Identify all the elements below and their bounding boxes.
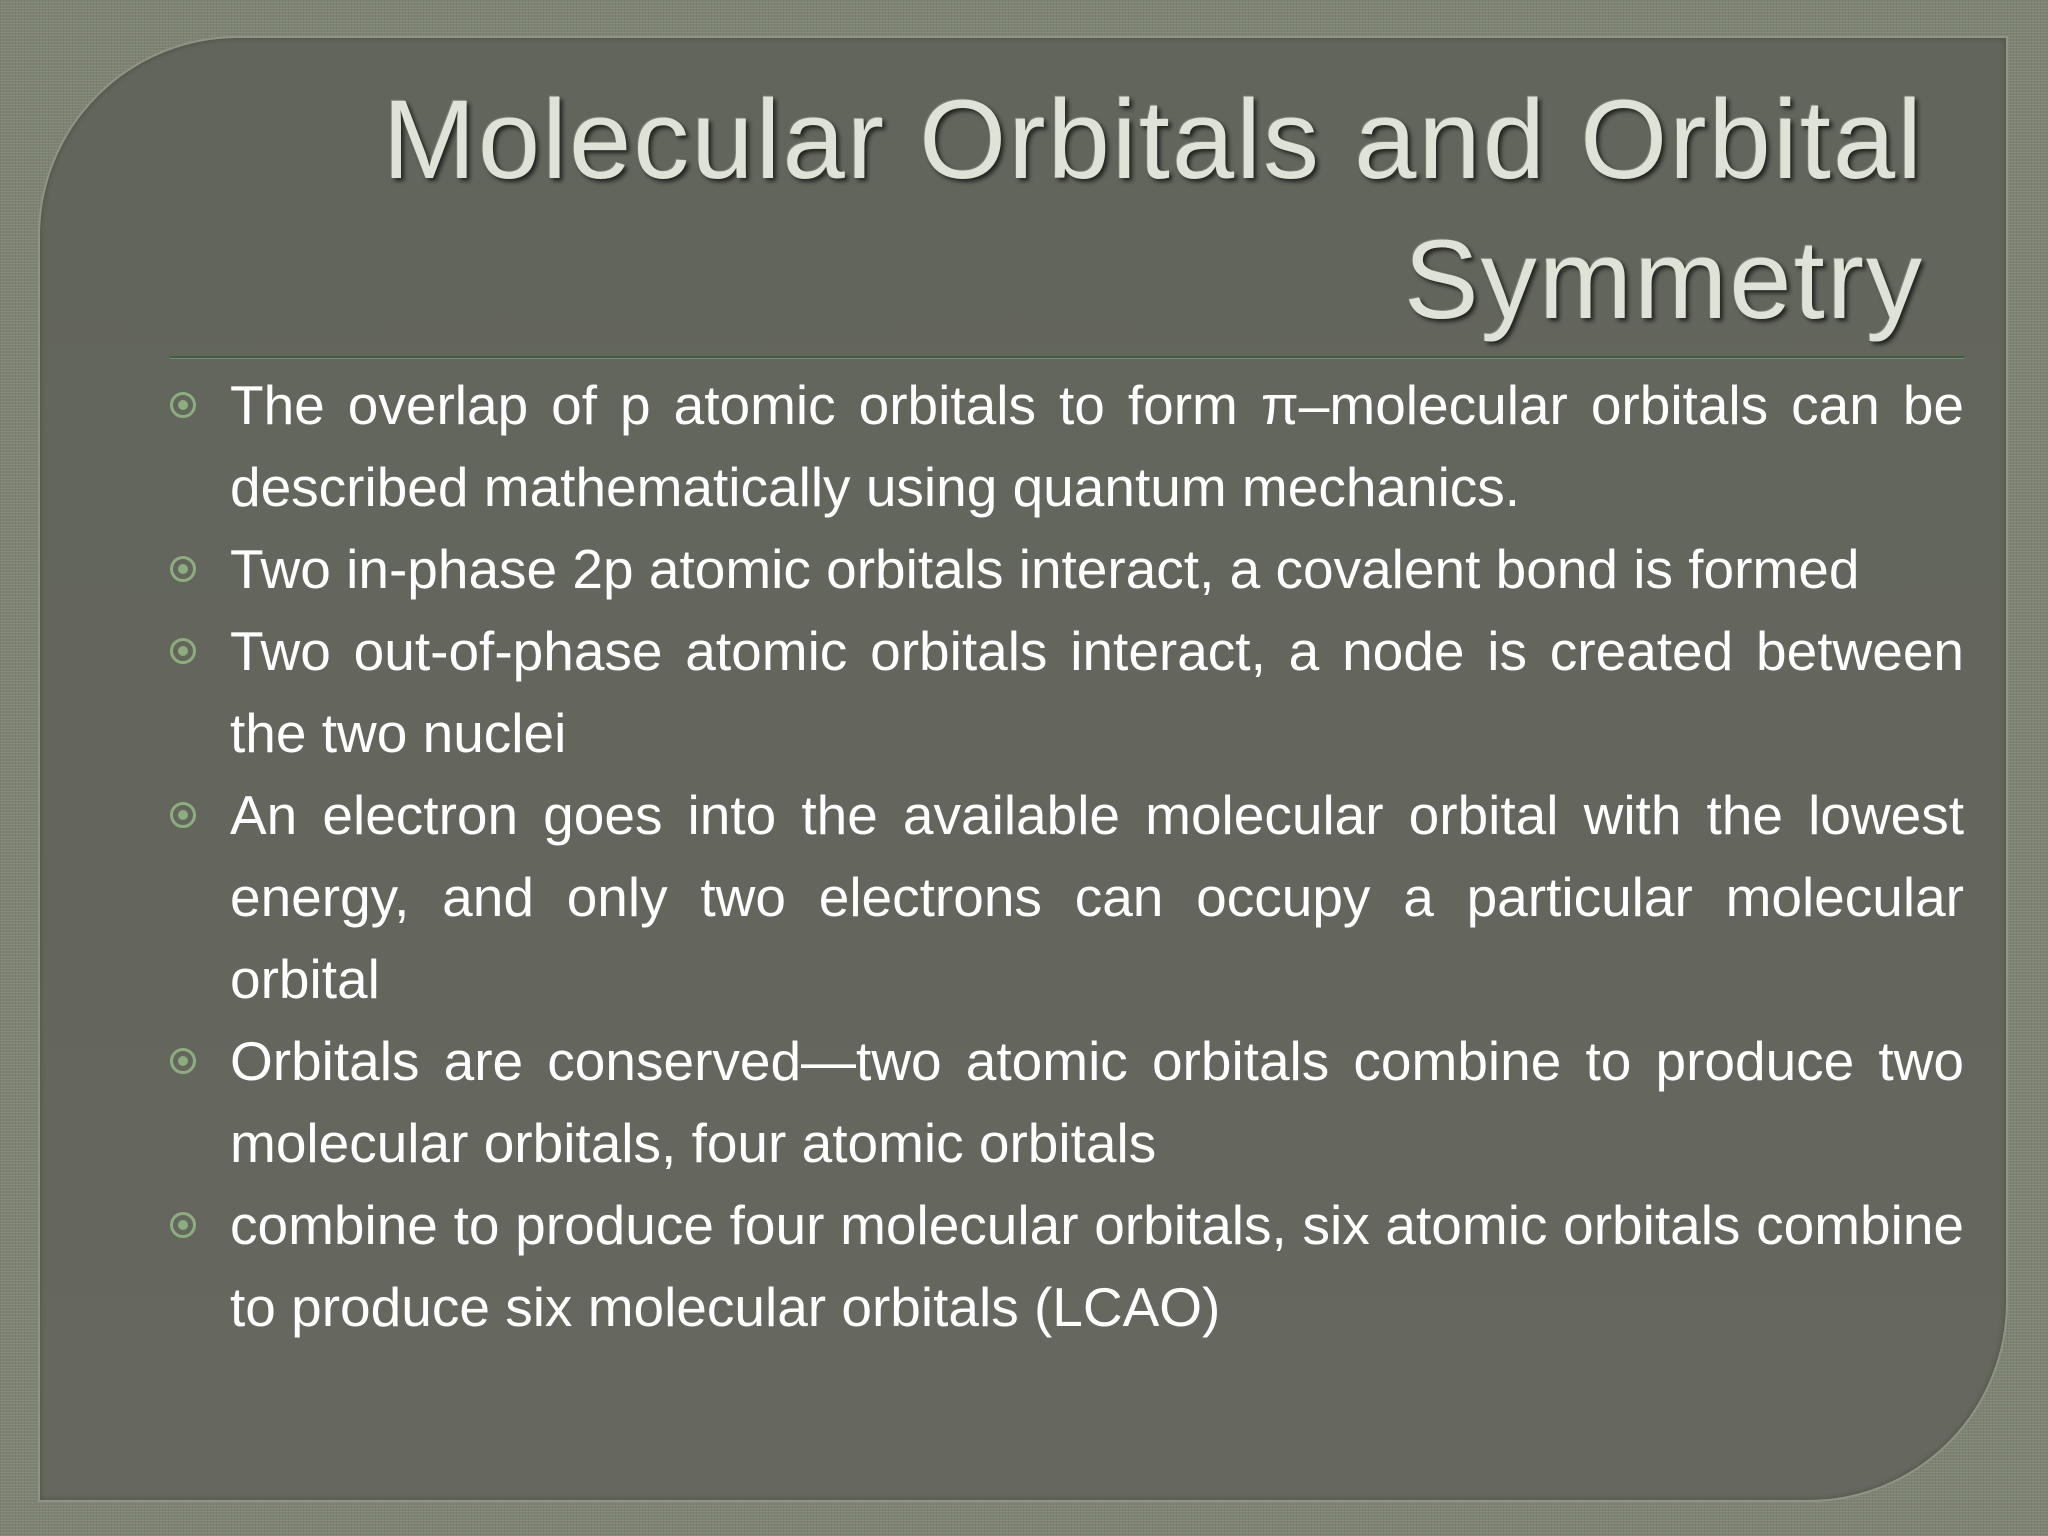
circled-dot-bullet-icon — [170, 638, 196, 664]
bullet-item — [170, 1184, 1964, 1348]
bullet-item — [170, 1020, 1964, 1184]
slide-title: Molecular Orbitals and Orbital Symmetry — [382, 77, 1924, 342]
circled-dot-bullet-icon — [170, 392, 196, 418]
bullet-text: Two out-of-phase atomic orbitals interact, a node is created between the two nuclei — [230, 620, 1964, 764]
bullet-text: An electron goes into the available molecular orbital with the lowest energy, and only two electrons can occupy a particular molecular orbital — [230, 784, 1964, 1010]
bullet-text: Orbitals are conserved—two atomic orbitals combine to produce two molecular orbitals, four atomic orbitals — [230, 1030, 1964, 1174]
slide-panel — [38, 36, 2008, 1502]
bullet-item — [170, 610, 1964, 774]
bullet-item — [170, 528, 1964, 610]
circled-dot-bullet-icon — [170, 1212, 196, 1238]
circled-dot-bullet-icon — [170, 1048, 196, 1074]
bullet-item — [170, 364, 1964, 528]
bullet-item — [170, 774, 1964, 1020]
circled-dot-bullet-icon — [170, 556, 196, 582]
title-divider — [170, 356, 1964, 359]
bullet-text: The overlap of p atomic orbitals to form π–molecular orbitals can be described mathematically using quantum mechanics. — [230, 374, 1964, 518]
bullet-text: Two in-phase 2p atomic orbitals interact, a covalent bond is formed — [230, 538, 1860, 600]
bullet-text: combine to produce four molecular orbitals, six atomic orbitals combine to produce six molecular orbitals (LCAO) — [230, 1194, 1964, 1338]
circled-dot-bullet-icon — [170, 802, 196, 828]
bullet-list — [170, 364, 1964, 1348]
